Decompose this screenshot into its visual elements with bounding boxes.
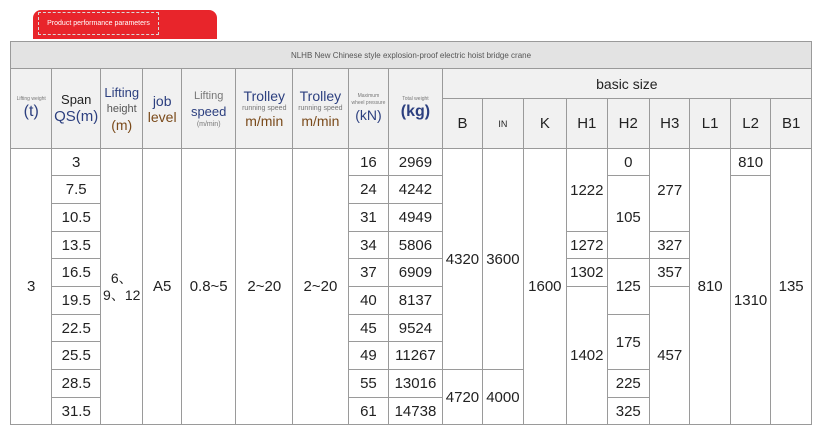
cell-span: 31.5 [52,398,101,425]
cell-dim-h3: 327 [649,232,689,259]
cell-dim-b1: 135 [771,149,812,425]
header-lifting-speed: Lifting speed (m/min) [181,69,236,149]
header-dim-b: B [442,99,482,149]
cell-dim-h2: 0 [607,149,649,176]
table-title: NLHB New Chinese style explosion-proof electric hoist bridge crane [11,42,812,69]
cell-total-weight: 6909 [389,259,443,287]
table-row [11,149,812,176]
cell-wheel-pressure: 45 [348,315,388,342]
cell-dim-h3: 457 [649,287,689,425]
header-span: Span QS(m) [52,69,101,149]
header-dim-h1: H1 [567,99,607,149]
header-basic-size: basic size [442,69,811,99]
cell-dim-h2: 225 [607,370,649,398]
cell-wheel-pressure: 40 [348,287,388,315]
spec-table [10,41,812,425]
cell-total-weight: 14738 [389,398,443,425]
cell-span: 13.5 [52,232,101,259]
cell-total-weight: 9524 [389,315,443,342]
header-total-weight: Total weight (kg) [389,69,443,149]
cell-wheel-pressure: 55 [348,370,388,398]
header-trolley-speed-1: Trolley running speed m/min [236,69,293,149]
cell-span: 25.5 [52,342,101,370]
cell-span: 3 [52,149,101,176]
cell-total-weight: 8137 [389,287,443,315]
cell-total-weight: 4949 [389,204,443,232]
header-dim-l1: L1 [690,99,730,149]
cell-dim-h2: 175 [607,315,649,370]
cell-dim-h2: 325 [607,398,649,425]
cell-span: 7.5 [52,176,101,204]
cell-lifting-weight: 3 [11,149,52,425]
cell-dim-b: 4720 [442,370,482,425]
header-job-level: job level [143,69,181,149]
cell-wheel-pressure: 49 [348,342,388,370]
cell-trolley-speed-2: 2~20 [293,149,349,425]
cell-span: 16.5 [52,259,101,287]
cell-span: 10.5 [52,204,101,232]
cell-dim-h3: 357 [649,259,689,287]
product-parameters-tab[interactable] [33,10,217,39]
cell-dim-in: 4000 [483,370,523,425]
tab-label: Product performance parameters [38,12,159,35]
header-dim-b1: B1 [771,99,812,149]
cell-dim-l2: 810 [730,149,770,176]
header-dim-l2: L2 [730,99,770,149]
cell-dim-k: 1600 [523,149,566,425]
cell-span: 22.5 [52,315,101,342]
cell-span: 28.5 [52,370,101,398]
cell-wheel-pressure: 37 [348,259,388,287]
cell-wheel-pressure: 24 [348,176,388,204]
header-lifting-height: Lifting height (m) [100,69,142,149]
header-lifting-weight: Lifting weight (t) [11,69,52,149]
cell-total-weight: 11267 [389,342,443,370]
header-dim-k: K [523,99,566,149]
cell-wheel-pressure: 61 [348,398,388,425]
cell-total-weight: 5806 [389,232,443,259]
cell-dim-h1: 1402 [567,287,607,425]
cell-dim-h2: 105 [607,176,649,259]
header-dim-h3: H3 [649,99,689,149]
header-wheel-pressure: Maximum wheel pressure (kN) [348,69,388,149]
cell-dim-h1: 1272 [567,232,607,259]
cell-dim-h3: 277 [649,149,689,232]
header-dim-in: IN [483,99,523,149]
cell-total-weight: 4242 [389,176,443,204]
header-dim-h2: H2 [607,99,649,149]
cell-dim-h1: 1302 [567,259,607,287]
cell-dim-l1: 810 [690,149,730,425]
cell-job-level: A5 [143,149,181,425]
cell-wheel-pressure: 34 [348,232,388,259]
cell-dim-h2: 125 [607,259,649,315]
cell-wheel-pressure: 16 [348,149,388,176]
cell-total-weight: 2969 [389,149,443,176]
cell-total-weight: 13016 [389,370,443,398]
cell-lifting-height: 6、9、12 [100,149,142,425]
cell-span: 19.5 [52,287,101,315]
cell-wheel-pressure: 31 [348,204,388,232]
cell-trolley-speed-1: 2~20 [236,149,293,425]
cell-lifting-speed: 0.8~5 [181,149,236,425]
cell-dim-h1: 1222 [567,149,607,232]
cell-dim-l2: 1310 [730,176,770,425]
cell-dim-in: 3600 [483,149,523,370]
cell-dim-b: 4320 [442,149,482,370]
header-trolley-speed-2: Trolley running speed m/min [293,69,349,149]
